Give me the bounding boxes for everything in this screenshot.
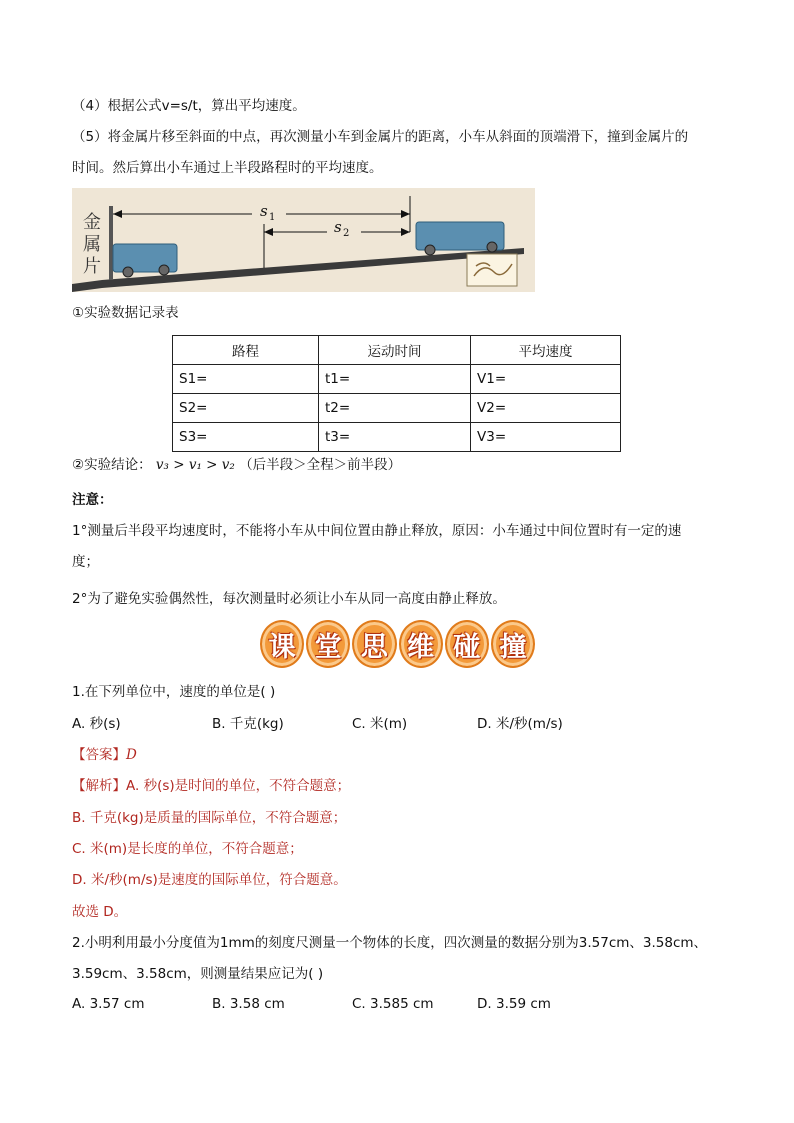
s1-label: s (260, 202, 268, 220)
q1-options (72, 714, 617, 734)
table-row (173, 394, 621, 423)
banner-char: 碰 (445, 620, 489, 668)
q1-conclusion: 故选 D。 (72, 904, 128, 920)
note-1-line1: 1°测量后半段平均速度时，不能将小车从中间位置由静止释放，原因：小车通过中间位置时有一定的速 (72, 523, 682, 539)
cart-bottom (113, 244, 177, 277)
metal-label-1: 金 (83, 212, 101, 233)
q1-analysis-4: D. 米/秒(m/s)是速度的国际单位，符合题意。 (72, 872, 347, 888)
banner-char: 维 (399, 620, 443, 668)
cell-v3: V3= (471, 423, 621, 452)
cell-v2: V2= (471, 394, 621, 423)
q2-option-d: D. 3.59 cm (477, 996, 551, 1012)
q2-stem-line2: 3.59cm、3.58cm，则测量结果应记为( ) (72, 966, 324, 982)
q1-analysis-3: C. 米(m)是长度的单位，不符合题意； (72, 841, 303, 857)
cell-t3: t3= (319, 423, 471, 452)
cell-v1: V1= (471, 365, 621, 394)
section-banner (260, 620, 535, 668)
header-time: 运动时间 (319, 336, 471, 365)
cell-t2: t2= (319, 394, 471, 423)
s1-subscript: 1 (269, 212, 276, 223)
banner-char: 思 (352, 620, 396, 668)
incline-diagram (72, 188, 535, 292)
banner-char: 课 (260, 620, 304, 668)
step-5-line1: （5）将金属片移至斜面的中点，再次测量小车到金属片的距离，小车从斜面的顶端滑下，撞到金属片的 (72, 129, 689, 145)
banner-char: 撞 (491, 620, 535, 668)
notes-title: 注意： (72, 492, 113, 508)
cell-s3: S3= (173, 423, 319, 452)
q2-stem-line1: 2.小明利用最小分度值为1mm的刻度尺测量一个物体的长度，四次测量的数据分别为3.57cm、3.58cm、 (72, 935, 708, 951)
banner-char: 堂 (306, 620, 350, 668)
conclusion (72, 455, 401, 475)
q1-option-a: A. 秒(s) (72, 716, 121, 732)
metal-label-3: 片 (83, 256, 101, 277)
analysis-text: A. 秒(s)是时间的单位，不符合题意； (126, 778, 351, 794)
metal-label-2: 属 (83, 234, 101, 255)
note-2: 2°为了避免实验偶然性，每次测量时必须让小车从同一高度由静止释放。 (72, 591, 506, 607)
s2-subscript: 2 (343, 228, 350, 239)
analysis-label: 【解析】 (72, 778, 126, 794)
table-header-row (173, 336, 621, 365)
q1-option-b: B. 千克(kg) (212, 716, 284, 732)
table-caption: ①实验数据记录表 (72, 305, 179, 321)
step-4: （4）根据公式v=s/t，算出平均速度。 (72, 98, 306, 114)
conclusion-formula: v₃ > v₁ > v₂ (155, 457, 235, 473)
s2-label: s (334, 218, 342, 236)
conclusion-note: （后半段＞全程＞前半段） (239, 457, 402, 473)
q1-analysis-1 (72, 776, 350, 796)
q2-option-a: A. 3.57 cm (72, 996, 145, 1012)
q1-answer (72, 745, 137, 765)
q1-stem: 1.在下列单位中，速度的单位是( ) (72, 684, 276, 700)
q2-option-b: B. 3.58 cm (212, 996, 285, 1012)
note-1-line2: 度； (72, 554, 99, 570)
cell-s1: S1= (173, 365, 319, 394)
q1-option-d: D. 米/秒(m/s) (477, 716, 563, 732)
header-distance: 路程 (173, 336, 319, 365)
q1-analysis-2: B. 千克(kg)是质量的国际单位，不符合题意； (72, 810, 347, 826)
answer-label: 【答案】 (72, 747, 126, 763)
conclusion-label: ②实验结论： (72, 457, 152, 473)
answer-value: D (126, 747, 137, 763)
q2-options (72, 994, 617, 1014)
q1-option-c: C. 米(m) (352, 716, 408, 732)
cell-s2: S2= (173, 394, 319, 423)
cart-top (416, 222, 504, 255)
step-5-line2: 时间。然后算出小车通过上半段路程时的平均速度。 (72, 160, 383, 176)
q2-option-c: C. 3.585 cm (352, 996, 434, 1012)
data-table (172, 335, 621, 452)
table-row (173, 365, 621, 394)
table-row (173, 423, 621, 452)
cell-t1: t1= (319, 365, 471, 394)
header-speed: 平均速度 (471, 336, 621, 365)
